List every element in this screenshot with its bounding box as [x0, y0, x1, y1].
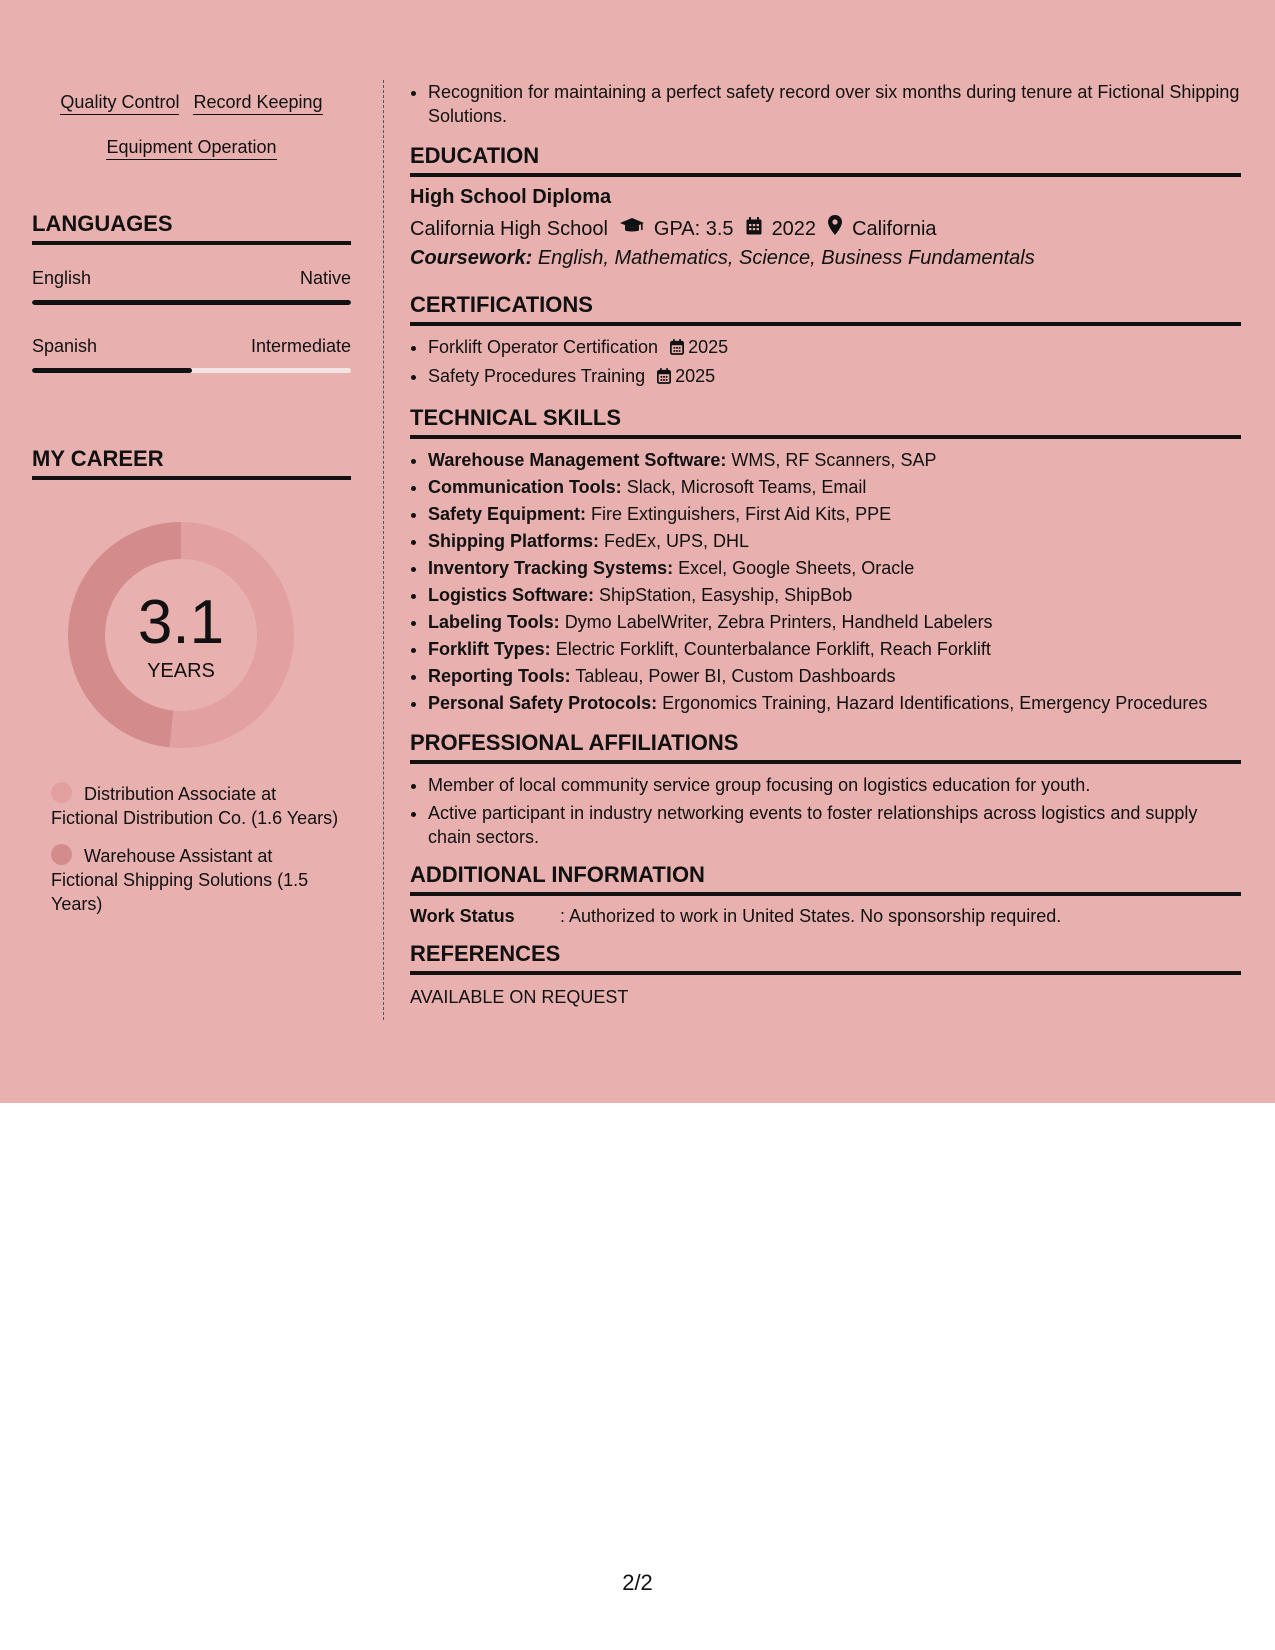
language-bar-fill: [32, 300, 351, 305]
legend-dot: [51, 782, 72, 803]
affiliation-item: • Active participant in industry networking events to foster relationships across logistics and supply chain sectors.: [428, 801, 1241, 849]
work-status-row: [410, 904, 1241, 928]
skill-tag: Equipment Operation: [106, 136, 276, 160]
technical-skill-item: [428, 474, 1241, 501]
additional-info-title: ADDITIONAL INFORMATION: [410, 861, 1241, 896]
technical-skills-section: [410, 404, 1241, 717]
page-number: 2/2: [622, 1570, 653, 1595]
skill-values: Slack, Microsoft Teams, Email: [626, 477, 867, 497]
certifications-title: CERTIFICATIONS: [410, 291, 1241, 326]
work-status-label: Work Status: [410, 906, 515, 926]
technical-skill-item: [428, 636, 1241, 663]
skill-values: Ergonomics Training, Hazard Identifications, Emergency Procedures: [662, 693, 1208, 713]
certification-name: Safety Procedures Training: [428, 366, 646, 386]
location-pin-icon: [828, 215, 842, 243]
career-item-label: Distribution Associate at Fictional Distribution Co. (1.6 Years): [51, 784, 339, 828]
technical-skill-item: [428, 609, 1241, 636]
language-level: Native: [299, 268, 351, 288]
skill-values: Electric Forklift, Counterbalance Forklift, Reach Forklift: [555, 639, 991, 659]
career-item-label: Warehouse Assistant at Fictional Shipping Solutions (1.5 Years): [51, 846, 309, 914]
career-item: [51, 782, 351, 830]
language-row: [32, 267, 351, 289]
coursework-value: English, Mathematics, Science, Business Fundamentals: [537, 247, 1035, 269]
career-section: [32, 445, 351, 916]
certification-year: 2025: [688, 337, 729, 357]
affiliations-section: [410, 729, 1241, 849]
skill-values: Fire Extinguishers, First Aid Kits, PPE: [591, 504, 892, 524]
skill-tag: Quality Control: [60, 91, 179, 115]
career-donut: [66, 520, 296, 750]
graduation-cap-icon: [620, 215, 644, 243]
skill-values: Tableau, Power BI, Custom Dashboards: [575, 666, 896, 686]
skill-category: Inventory Tracking Systems:: [428, 558, 674, 578]
right-column: [410, 80, 1241, 1009]
technical-skills-title: TECHNICAL SKILLS: [410, 404, 1241, 439]
language-name: Spanish: [32, 336, 98, 356]
language-name: English: [32, 268, 92, 288]
education-school: California High School: [410, 218, 608, 240]
skill-category: Labeling Tools:: [428, 612, 560, 632]
calendar-icon: [746, 215, 762, 243]
career-total-unit: YEARS: [147, 660, 215, 682]
education-meta: [410, 215, 1241, 243]
education-coursework: [410, 245, 1241, 271]
technical-skill-item: [428, 447, 1241, 474]
technical-skill-item: [428, 555, 1241, 582]
affiliations-title: PROFESSIONAL AFFILIATIONS: [410, 729, 1241, 764]
languages-title: LANGUAGES: [32, 210, 351, 245]
languages-section: [32, 210, 351, 373]
certification-name: Forklift Operator Certification: [428, 337, 659, 357]
legend-dot: [51, 844, 72, 865]
skill-category: Logistics Software:: [428, 585, 595, 605]
technical-skill-item: [428, 663, 1241, 690]
education-section: [410, 142, 1241, 271]
language-bar: [32, 300, 351, 305]
skill-tag: Record Keeping: [193, 91, 322, 115]
career-title: MY CAREER: [32, 445, 351, 480]
column-divider: [383, 80, 384, 1020]
calendar-icon: [670, 336, 684, 363]
education-location: California: [852, 218, 937, 240]
affiliations-list: [410, 773, 1241, 849]
skill-values: WMS, RF Scanners, SAP: [731, 450, 937, 470]
work-status-value: : Authorized to work in United States. No sponsorship required.: [560, 906, 1062, 926]
language-level: Intermediate: [250, 336, 351, 356]
certification-item: [428, 363, 1241, 392]
skill-values: Dymo LabelWriter, Zebra Printers, Handheld Labelers: [564, 612, 993, 632]
references-text: AVAILABLE ON REQUEST: [410, 987, 629, 1007]
references-title: REFERENCES: [410, 940, 1241, 975]
certification-item: [428, 334, 1241, 363]
coursework-label: Coursework:: [410, 247, 533, 269]
career-total-value: 3.1: [137, 588, 225, 657]
references-section: [410, 940, 1241, 1009]
language-bar-fill: [32, 368, 192, 373]
affiliation-item: • Member of local community service group focusing on logistics education for youth.: [428, 773, 1241, 797]
achievement-list: [410, 80, 1241, 128]
technical-skill-item: [428, 528, 1241, 555]
education-title: EDUCATION: [410, 142, 1241, 177]
career-legend: [32, 782, 351, 916]
skill-tags: [32, 80, 351, 170]
skill-category: Shipping Platforms:: [428, 531, 599, 551]
skill-category: Safety Equipment:: [428, 504, 587, 524]
skill-values: Excel, Google Sheets, Oracle: [678, 558, 915, 578]
technical-skill-item: [428, 582, 1241, 609]
certifications-section: [410, 291, 1241, 392]
achievement-item: • Recognition for maintaining a perfect safety record over six months during tenure at Fictional Shipping Solutions.: [428, 80, 1241, 128]
skill-values: FedEx, UPS, DHL: [604, 531, 750, 551]
education-degree: High School Diploma: [410, 186, 612, 208]
education-year: 2022: [771, 218, 817, 240]
left-column: [32, 80, 351, 930]
certifications-list: [410, 334, 1241, 392]
career-item: [51, 844, 351, 916]
skill-values: ShipStation, Easyship, ShipBob: [599, 585, 853, 605]
skill-category: Personal Safety Protocols:: [428, 693, 658, 713]
skill-category: Warehouse Management Software:: [428, 450, 727, 470]
language-row: [32, 335, 351, 357]
skill-category: Communication Tools:: [428, 477, 622, 497]
calendar-icon: [657, 365, 671, 392]
education-gpa: GPA: 3.5: [653, 218, 734, 240]
technical-skills-list: [410, 447, 1241, 717]
additional-info-section: [410, 861, 1241, 928]
language-bar: [32, 368, 351, 373]
technical-skill-item: [428, 501, 1241, 528]
skill-category: Forklift Types:: [428, 639, 551, 659]
certification-year: 2025: [675, 366, 716, 386]
technical-skill-item: [428, 690, 1241, 717]
skill-category: Reporting Tools:: [428, 666, 571, 686]
